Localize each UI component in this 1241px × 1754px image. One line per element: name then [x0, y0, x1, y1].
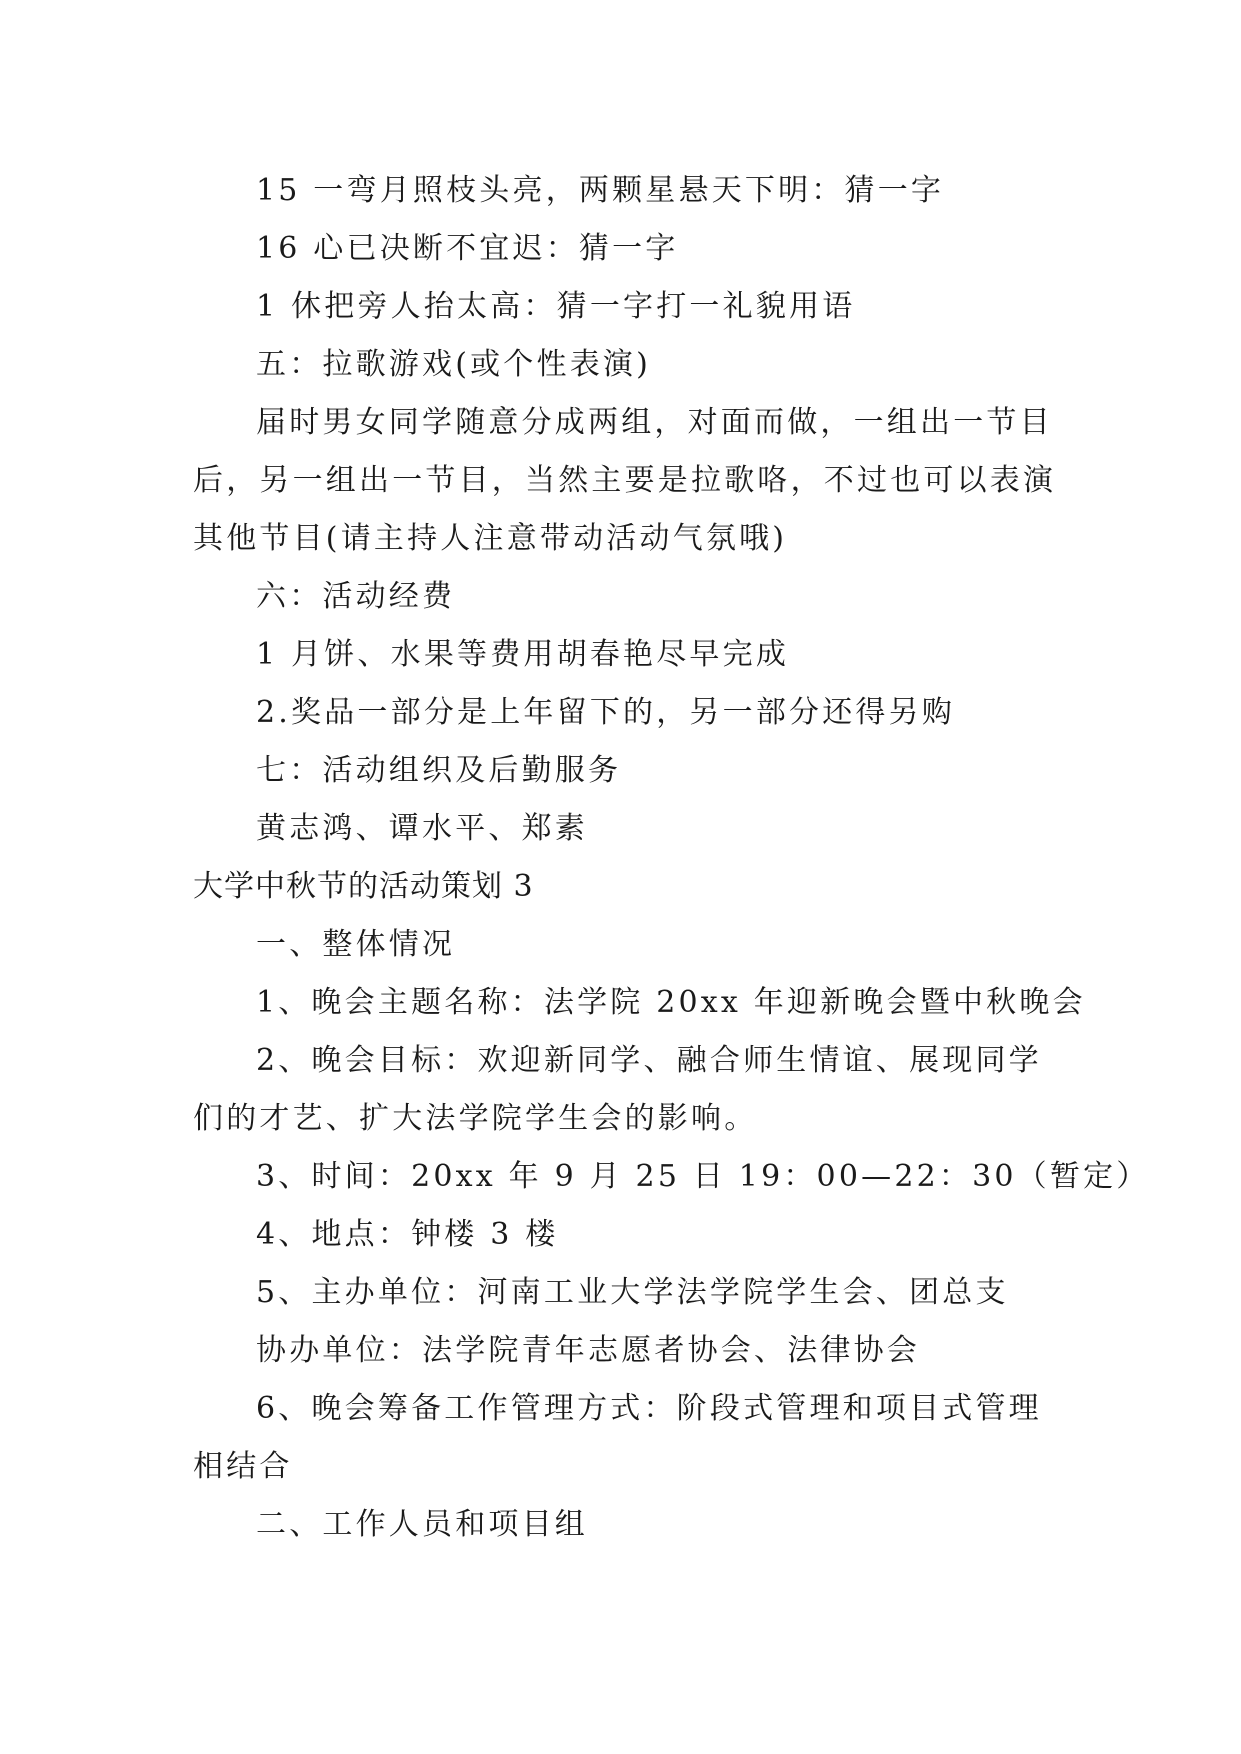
- text-line: 相结合: [193, 1449, 293, 1484]
- text-line: 七：活动组织及后勤服务: [256, 753, 622, 788]
- text-line: 后，另一组出一节目，当然主要是拉歌咯，不过也可以表演: [193, 463, 1057, 498]
- text-line: 黄志鸿、谭水平、郑素: [256, 811, 588, 846]
- document-body: [193, 162, 1150, 1554]
- text-line: 15 一弯月照枝头亮，两颗星悬天下明：猜一字: [256, 173, 945, 208]
- text-line: 1 休把旁人抬太高：猜一字打一礼貌用语: [256, 289, 856, 324]
- text-line: 5、主办单位：河南工业大学法学院学生会、团总支: [256, 1275, 1009, 1310]
- text-line: 协办单位：法学院青年志愿者协会、法律协会: [256, 1333, 920, 1368]
- text-line: 其他节目(请主持人注意带动活动气氛哦): [193, 521, 788, 556]
- text-line: 五：拉歌游戏(或个性表演): [256, 347, 652, 382]
- text-line: 届时男女同学随意分成两组，对面而做，一组出一节目: [256, 405, 1053, 440]
- text-line: 16 心已决断不宜迟：猜一字: [256, 231, 679, 266]
- text-line: 二、工作人员和项目组: [256, 1507, 588, 1542]
- text-line: 一、整体情况: [256, 927, 456, 962]
- section-heading: 大学中秋节的活动策划 3: [193, 869, 534, 904]
- text-line: 4、地点：钟楼 3 楼: [256, 1217, 559, 1252]
- text-line: 6、晚会筹备工作管理方式：阶段式管理和项目式管理: [256, 1391, 1042, 1426]
- text-line: 六：活动经费: [256, 579, 456, 614]
- text-line: 1、晚会主题名称：法学院 20xx 年迎新晚会暨中秋晚会: [256, 985, 1086, 1020]
- text-line: 1 月饼、水果等费用胡春艳尽早完成: [256, 637, 790, 672]
- text-line: 们的才艺、扩大法学院学生会的影响。: [193, 1101, 758, 1136]
- text-line: 3、时间：20xx 年 9 月 25 日 19：00—22：30（暂定）: [256, 1159, 1150, 1194]
- text-line: 2、晚会目标：欢迎新同学、融合师生情谊、展现同学: [256, 1043, 1042, 1078]
- text-line: 2.奖品一部分是上年留下的，另一部分还得另购: [256, 695, 956, 730]
